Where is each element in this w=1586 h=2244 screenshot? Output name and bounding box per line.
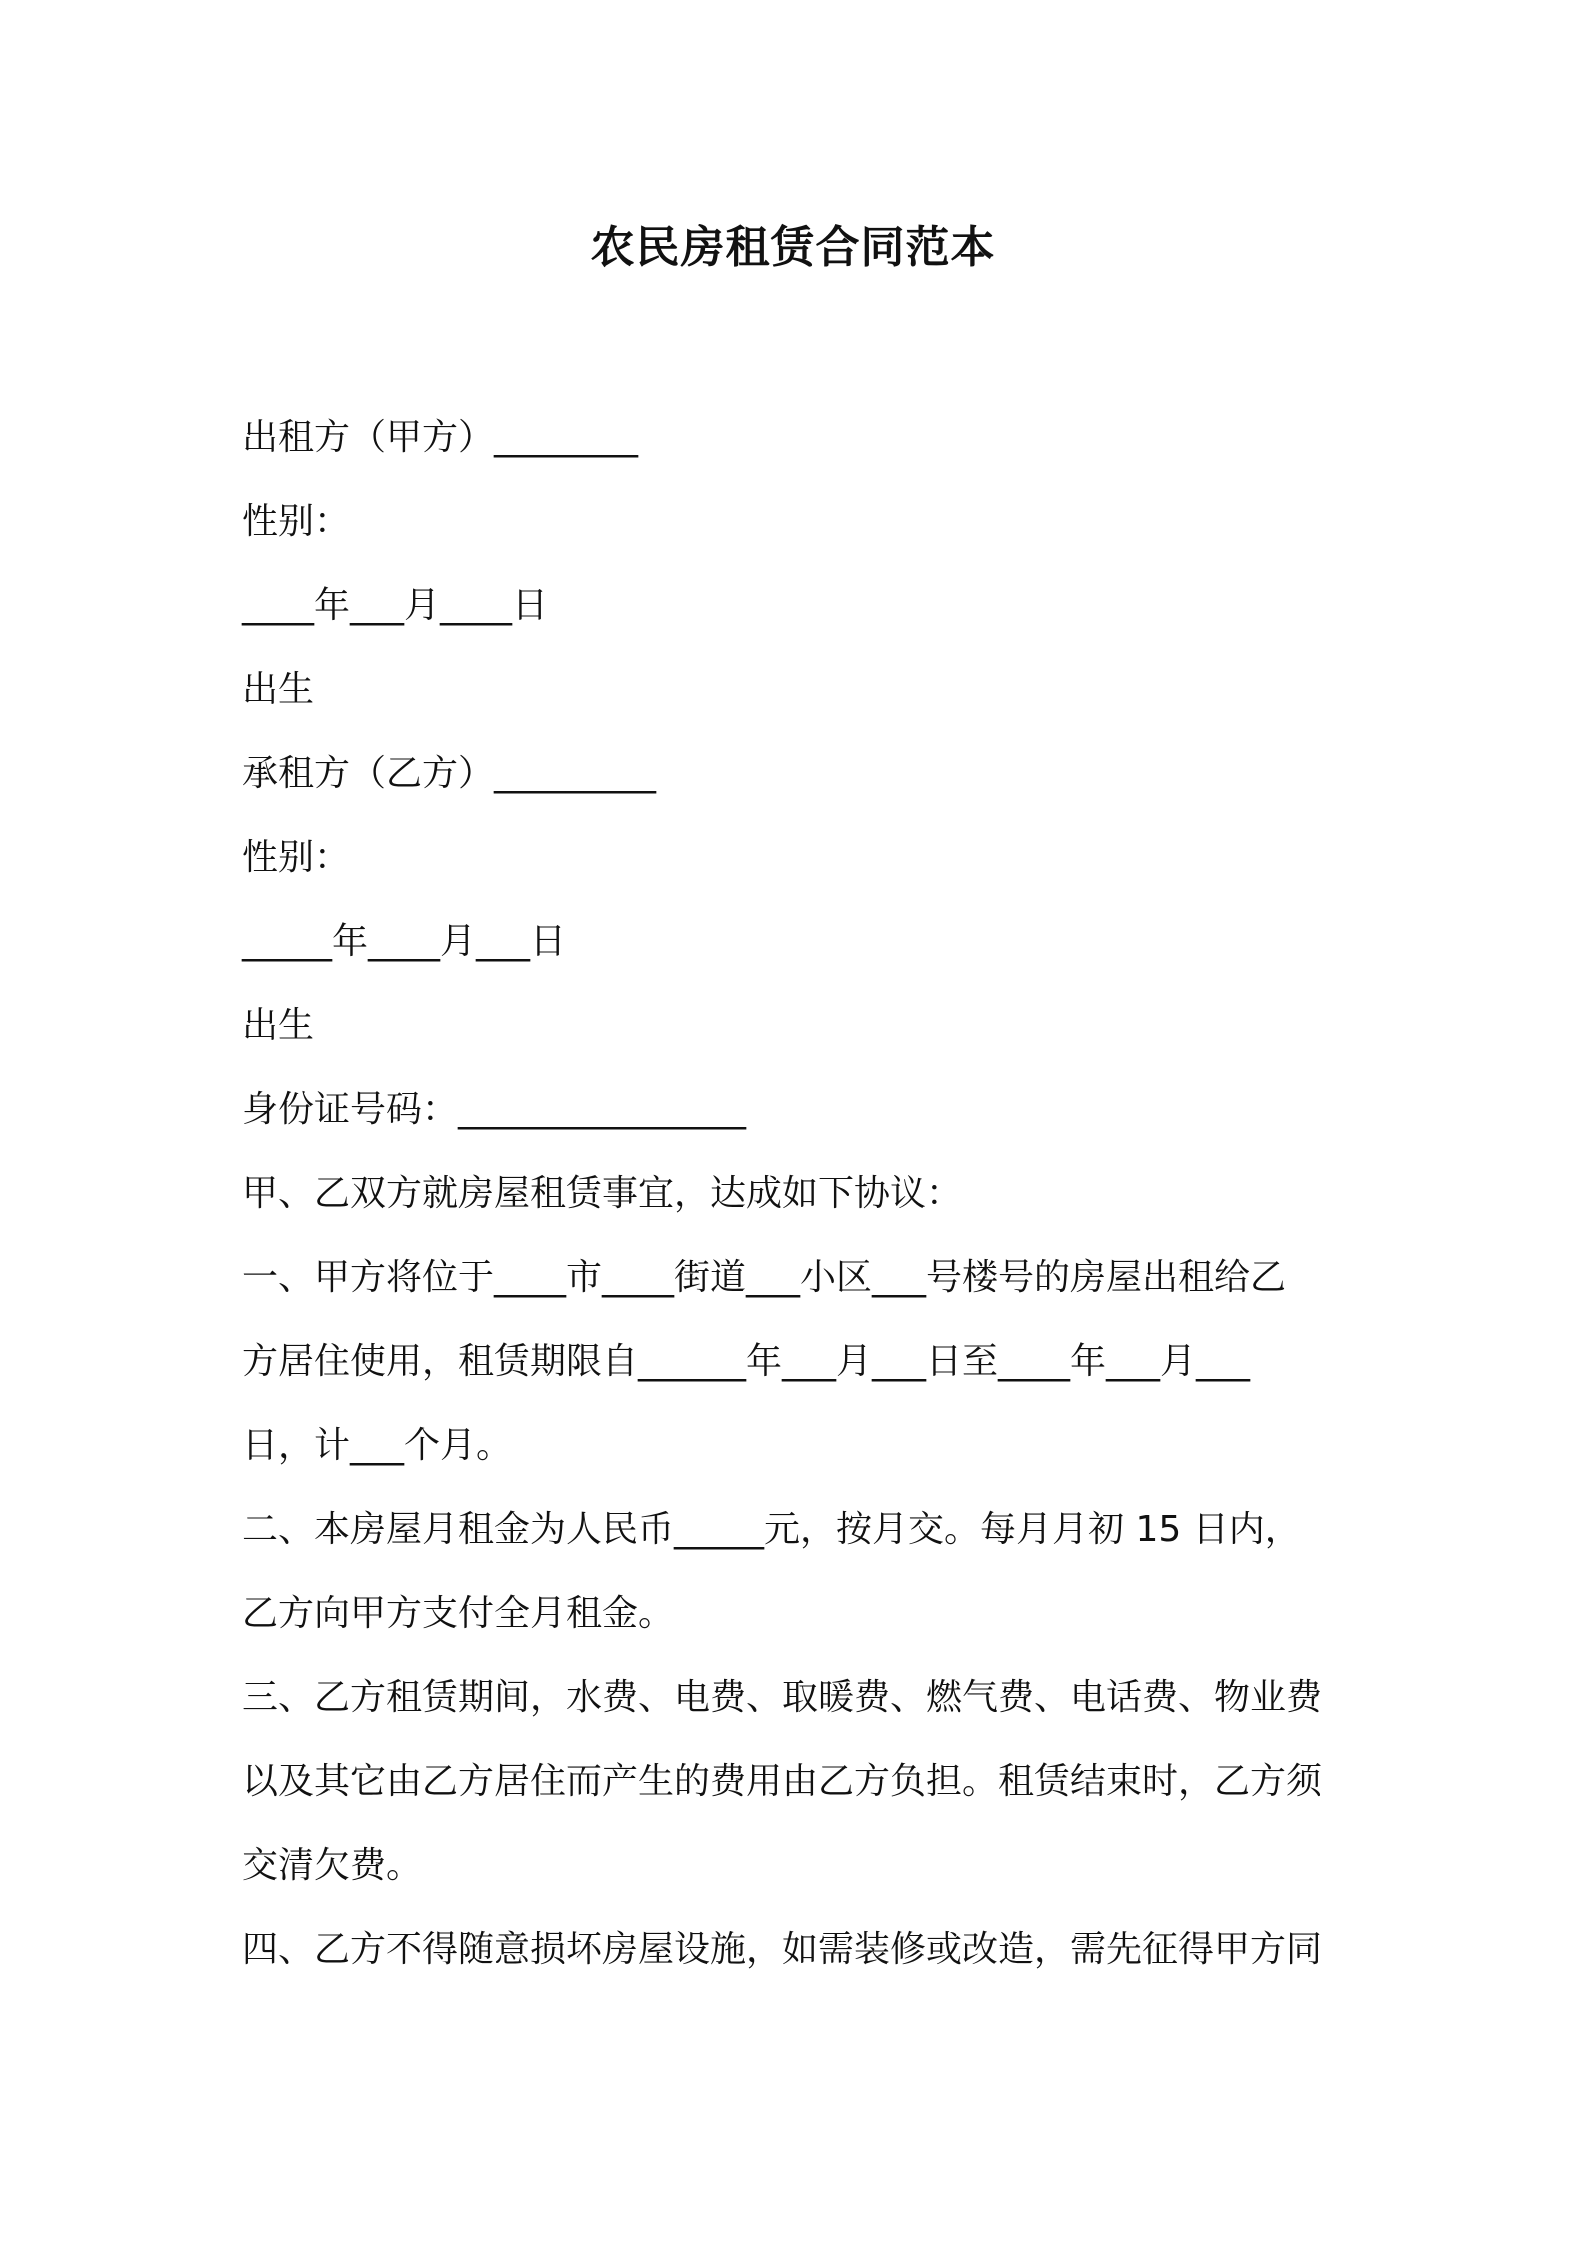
lessee-gender-line: 性别： [242, 837, 351, 878]
clause-3-line-1: 三、乙方租赁期间，水费、电费、取暖费、燃气费、电话费、物业费 [242, 1677, 1323, 1718]
clause-4-line-1: 四、乙方不得随意损坏房屋设施，如需装修或改造，需先征得甲方同 [242, 1929, 1323, 1970]
clause-1-line-3: 日，计___个月。 [242, 1425, 513, 1466]
lessee-birth-label: 出生 [242, 1005, 315, 1046]
lessor-party-line: 出租方（甲方）________ [242, 417, 639, 458]
clause-2-line-2: 乙方向甲方支付全月租金。 [242, 1593, 675, 1634]
clause-1-line-2: 方居住使用，租赁期限自______年___月___日至____年___月___ [242, 1341, 1251, 1382]
lessor-gender-line: 性别： [242, 501, 351, 542]
lessee-party-line: 承租方（乙方）_________ [242, 753, 657, 794]
lessee-birth-date-line: _____年____月___日 [242, 921, 567, 962]
lessor-birth-label: 出生 [242, 669, 315, 710]
id-number-line: 身份证号码：________________ [242, 1089, 747, 1130]
clause-1-line-1: 一、甲方将位于____市____街道___小区___号楼号的房屋出租给乙 [242, 1257, 1287, 1298]
agreement-intro-line: 甲、乙双方就房屋租赁事宜，达成如下协议： [242, 1173, 963, 1214]
clause-2-line-1: 二、本房屋月租金为人民币_____元，按月交。每月月初 15 日内， [242, 1509, 1301, 1550]
lessor-birth-date-line: ____年___月____日 [242, 585, 549, 626]
document-title: 农民房租赁合同范本 [590, 222, 996, 273]
clause-3-line-2: 以及其它由乙方居住而产生的费用由乙方负担。租赁结束时，乙方须 [242, 1761, 1323, 1802]
clause-3-line-3: 交清欠费。 [242, 1845, 423, 1886]
